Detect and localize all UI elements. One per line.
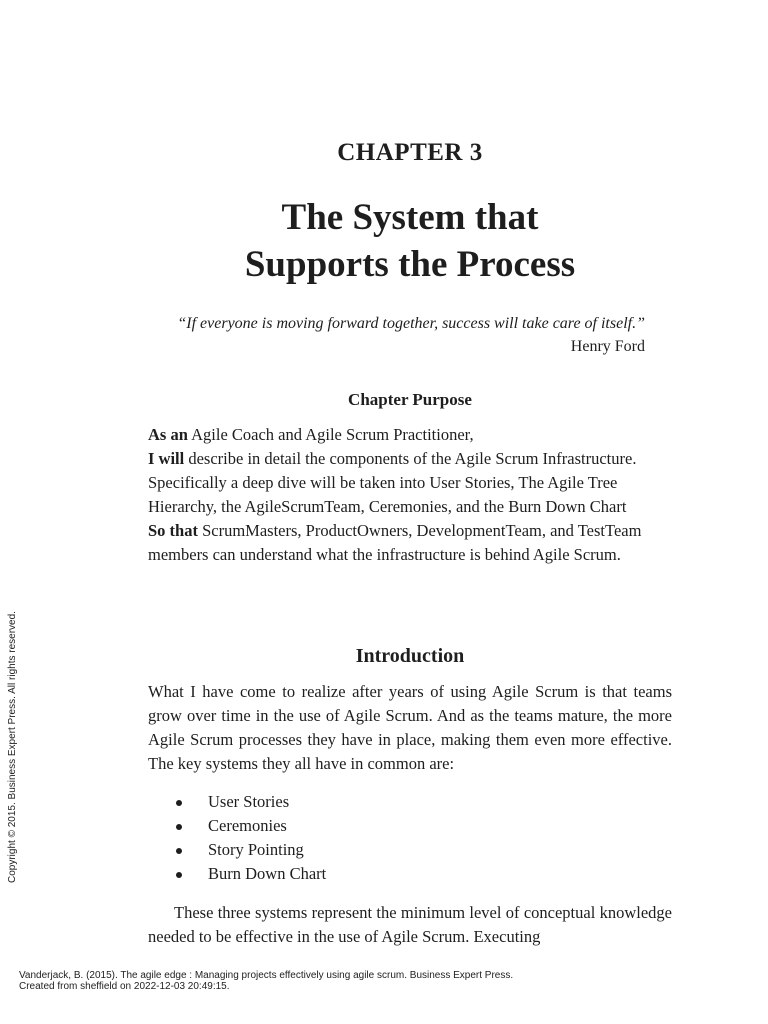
footer-created: Created from sheffield on 2022-12-03 20:49:15. — [19, 981, 230, 992]
purpose-so-that — [148, 519, 672, 567]
list-item-text: Ceremonies — [208, 816, 287, 835]
list-item-text: Story Pointing — [208, 840, 304, 859]
epigraph — [148, 312, 645, 358]
epigraph-author: Henry Ford — [570, 338, 645, 355]
purpose-as-an-text: Agile Coach and Agile Scrum Practitioner, — [187, 425, 474, 444]
closing-paragraph: These three systems represent the minimum level of conceptual knowledge needed to be effective in the use of Agile Scrum. Executing — [148, 903, 672, 946]
purpose-i-will-lead: I will — [148, 449, 185, 468]
epigraph-quote: “If everyone is moving forward together, success will take care of itself.” — [177, 315, 645, 332]
bullet-icon — [176, 848, 182, 854]
bullet-icon — [176, 800, 182, 806]
purpose-i-will-text: describe in detail the components of the Agile Scrum Infrastructure. Specifically a deep dive will be taken into User Stories, The Agile Tree Hierarchy, the AgileScrumTeam, Ceremonies, and the Burn Down Chart — [148, 449, 637, 516]
introduction-heading: Introduction — [355, 645, 465, 667]
footer-citation: Vanderjack, B. (2015). The agile edge : Managing projects effectively using agile scrum. Business Expert Press. — [19, 970, 514, 981]
list-item — [148, 790, 672, 814]
chapter-label: CHAPTER 3 — [337, 139, 483, 166]
page-footer — [19, 970, 513, 992]
chapter-purpose-body — [148, 423, 672, 567]
chapter-title-line-2: Supports the Process — [244, 244, 576, 285]
purpose-so-that-text: ScrumMasters, ProductOwners, DevelopmentTeam, and TestTeam members can understand what the infrastructure is behind Agile Scrum. — [148, 521, 642, 564]
chapter-title-line-1: The System that — [281, 197, 539, 238]
chapter-title — [148, 194, 672, 288]
list-item-text: Burn Down Chart — [208, 864, 327, 883]
list-item — [148, 838, 672, 862]
key-systems-list — [148, 790, 672, 886]
list-item — [148, 814, 672, 838]
chapter-purpose-heading: Chapter Purpose — [348, 390, 472, 409]
bullet-icon — [176, 872, 182, 878]
purpose-so-that-lead: So that — [148, 521, 198, 540]
purpose-as-an — [148, 423, 672, 447]
purpose-i-will — [148, 447, 672, 519]
list-item — [148, 862, 672, 886]
bullet-icon — [176, 824, 182, 830]
list-item-text: User Stories — [208, 792, 290, 811]
introduction-paragraph: What I have come to realize after years of using Agile Scrum is that teams grow over time in the use of Agile Scrum. And as the teams mature, the more Agile Scrum processes they have in place, making them even more effective. The key systems they all have in common are: — [148, 682, 672, 773]
sidebar-copyright: Copyright © 2015. Business Expert Press. All rights reserved. — [7, 611, 18, 883]
purpose-as-an-lead: As an — [148, 425, 188, 444]
